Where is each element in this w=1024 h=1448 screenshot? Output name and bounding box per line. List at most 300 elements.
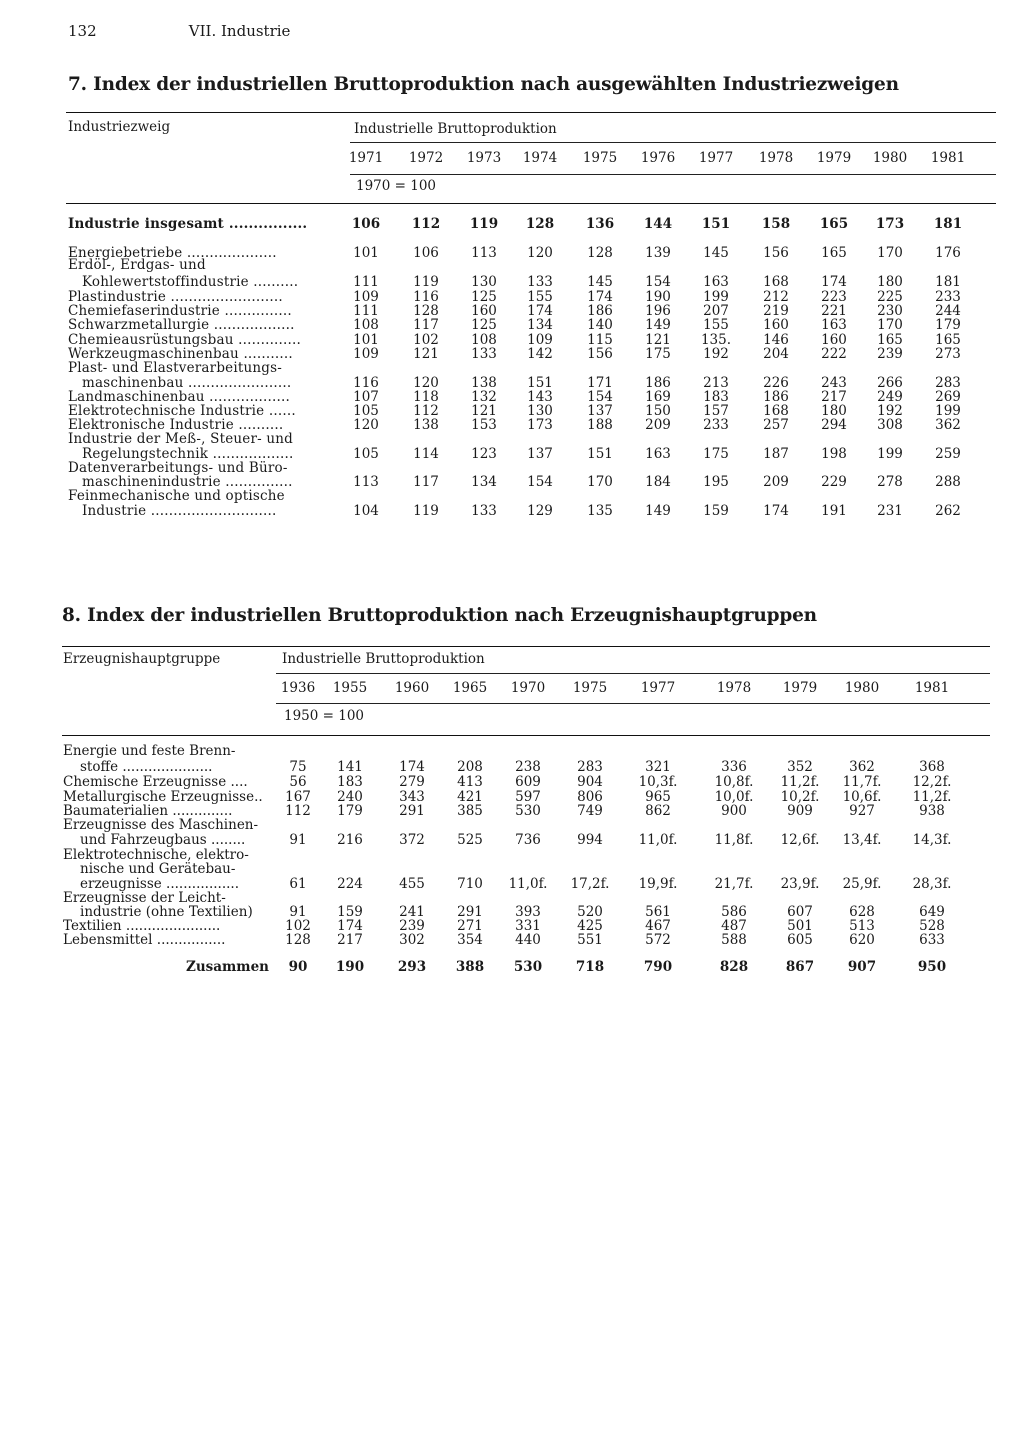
table8-cell: 224 <box>337 876 363 892</box>
table7-cell: 151 <box>527 375 553 391</box>
table7-cell: 106 <box>413 245 439 261</box>
table8-cell: 28,3f. <box>912 876 952 892</box>
table7-cell: 144 <box>643 216 673 232</box>
table7-cell: 233 <box>935 289 961 305</box>
table7-cell: 121 <box>645 332 671 348</box>
table7-cell: 273 <box>935 346 961 362</box>
table7-cell: 165 <box>821 245 847 261</box>
table7-row-label: Industrie ............................ <box>82 503 277 519</box>
table7-cell: 119 <box>469 216 499 232</box>
table7-cell: 101 <box>353 245 379 261</box>
table8-cell: 467 <box>645 918 671 934</box>
table7-cell: 133 <box>471 346 497 362</box>
table8-cell: 291 <box>399 803 425 819</box>
table7-cell: 222 <box>821 346 847 362</box>
table7-year-header: 1976 <box>640 150 676 166</box>
table8-cell: 10,2f. <box>780 789 820 805</box>
table8-cell: 425 <box>577 918 603 934</box>
table7-row-label: Landmaschinenbau .................. <box>68 389 290 405</box>
table8-row-label: Baumaterialien .............. <box>63 803 233 819</box>
table8-cell: 900 <box>721 803 747 819</box>
table7-cell: 192 <box>703 346 729 362</box>
table8-cell: 607 <box>787 904 813 920</box>
table7-cell: 262 <box>935 503 961 519</box>
table8-cell: 12,2f. <box>912 774 952 790</box>
table8-cell: 343 <box>399 789 425 805</box>
table8-cell: 159 <box>337 904 363 920</box>
table7-cell: 233 <box>703 417 729 433</box>
table7-cell: 104 <box>353 503 379 519</box>
table8-cell: 179 <box>337 803 363 819</box>
table7-cell: 212 <box>763 289 789 305</box>
table8-cell: 909 <box>787 803 813 819</box>
table7-cell: 149 <box>645 317 671 333</box>
table7-cell: 183 <box>703 389 729 405</box>
table7-cell: 163 <box>645 446 671 462</box>
table8-cell: 90 <box>288 959 308 975</box>
table7-cell: 135. <box>700 332 732 348</box>
table7-cell: 179 <box>935 317 961 333</box>
table7-cell: 176 <box>935 245 961 261</box>
table8-cell: 907 <box>847 959 877 975</box>
table7-cell: 113 <box>471 245 497 261</box>
table7-cell: 362 <box>935 417 961 433</box>
table7-cell: 173 <box>527 417 553 433</box>
table8-cell: 183 <box>337 774 363 790</box>
table8-year-header: 1977 <box>640 680 676 696</box>
table7-cell: 129 <box>527 503 553 519</box>
table8-cell: 10,3f. <box>638 774 678 790</box>
table7-cell: 192 <box>877 403 903 419</box>
table8-cell: 927 <box>849 803 875 819</box>
table7-cell: 266 <box>877 375 903 391</box>
table7-cell: 111 <box>353 274 379 290</box>
table7-row-label: Chemieausrüstungsbau .............. <box>68 332 302 348</box>
table7-cell: 106 <box>351 216 381 232</box>
table7-cell: 132 <box>471 389 497 405</box>
table7-cell: 154 <box>645 274 671 290</box>
table8-row-label: Erzeugnisse der Leicht- <box>63 890 226 906</box>
table7-cell: 118 <box>413 389 439 405</box>
table7-year-header: 1978 <box>758 150 794 166</box>
table8-year-header: 1965 <box>452 680 488 696</box>
table7-cell: 204 <box>763 346 789 362</box>
table8-cell: 174 <box>337 918 363 934</box>
table7-cell: 114 <box>413 446 439 462</box>
table8-cell: 241 <box>399 904 425 920</box>
table8-cell: 362 <box>849 759 875 775</box>
table7-cell: 140 <box>587 317 613 333</box>
table8-year-header: 1955 <box>332 680 368 696</box>
table7-cell: 128 <box>587 245 613 261</box>
table7-cell: 199 <box>703 289 729 305</box>
table7-cell: 207 <box>703 303 729 319</box>
table8-cell: 806 <box>577 789 603 805</box>
table7-cell: 138 <box>413 417 439 433</box>
table8-cell: 421 <box>457 789 483 805</box>
table8-cell: 19,9f. <box>638 876 678 892</box>
table7-cell: 308 <box>877 417 903 433</box>
table7-cell: 156 <box>763 245 789 261</box>
table7-group-header: Industrielle Bruttoproduktion <box>354 121 557 137</box>
table7-cell: 213 <box>703 375 729 391</box>
table7-cell: 230 <box>877 303 903 319</box>
table7-cell: 180 <box>877 274 903 290</box>
table8-row-label: industrie (ohne Textilien) <box>80 904 253 920</box>
table7-cell: 217 <box>821 389 847 405</box>
table7-cell: 130 <box>527 403 553 419</box>
table8-cell: 141 <box>337 759 363 775</box>
table8-cell: 586 <box>721 904 747 920</box>
table8-base-note: 1950 = 100 <box>284 708 365 724</box>
table8-cell: 75 <box>289 759 307 775</box>
table8-cell: 10,6f. <box>842 789 882 805</box>
table7-stub-header: Industriezweig <box>68 119 171 135</box>
table8-cell: 56 <box>289 774 307 790</box>
table7-cell: 170 <box>877 245 903 261</box>
table8-cell: 25,9f. <box>842 876 882 892</box>
table7-cell: 157 <box>703 403 729 419</box>
table7-cell: 149 <box>645 503 671 519</box>
table7-cell: 165 <box>819 216 849 232</box>
table7-cell: 116 <box>413 289 439 305</box>
table8-cell: 283 <box>577 759 603 775</box>
table8-cell: 10,0f. <box>714 789 754 805</box>
table8-row-label: Metallurgische Erzeugnisse.. <box>63 789 263 805</box>
table7-year-header: 1980 <box>872 150 908 166</box>
table7-cell: 102 <box>413 332 439 348</box>
table7-cell: 109 <box>353 289 379 305</box>
table8-cell: 167 <box>285 789 311 805</box>
table8-year-header: 1960 <box>394 680 430 696</box>
table8-cell: 12,6f. <box>780 832 820 848</box>
table8-cell: 388 <box>455 959 485 975</box>
table8-group-header: Industrielle Bruttoproduktion <box>282 651 485 667</box>
table7-cell: 186 <box>645 375 671 391</box>
table8-row-label: Lebensmittel ................ <box>63 932 226 948</box>
table7-base-note: 1970 = 100 <box>356 178 437 194</box>
table7-cell: 117 <box>413 317 439 333</box>
table8-cell: 291 <box>457 904 483 920</box>
table8-cell: 440 <box>515 932 541 948</box>
table7-cell: 198 <box>821 446 847 462</box>
table7-cell: 154 <box>527 474 553 490</box>
table8-cell: 239 <box>399 918 425 934</box>
table8-cell: 710 <box>457 876 483 892</box>
table7-row-label: Plastindustrie ......................... <box>68 289 283 305</box>
table8-cell: 525 <box>457 832 483 848</box>
table7-row-label: maschinenbau ....................... <box>82 375 292 391</box>
table8-cell: 393 <box>515 904 541 920</box>
table7-cell: 174 <box>527 303 553 319</box>
table7-row-label: maschinenindustrie ............... <box>82 474 293 490</box>
table8-cell: 520 <box>577 904 603 920</box>
table7-cell: 137 <box>527 446 553 462</box>
table7-row-label: Feinmechanische und optische <box>68 488 285 504</box>
table7-cell: 165 <box>877 332 903 348</box>
table7-cell: 186 <box>763 389 789 405</box>
table7-cell: 116 <box>353 375 379 391</box>
table8-cell: 965 <box>645 789 671 805</box>
table7-cell: 125 <box>471 289 497 305</box>
table7-cell: 174 <box>763 503 789 519</box>
table8-cell: 413 <box>457 774 483 790</box>
table7-cell: 107 <box>353 389 379 405</box>
table7-cell: 119 <box>413 274 439 290</box>
table7-cell: 155 <box>703 317 729 333</box>
table7-cell: 288 <box>935 474 961 490</box>
table7-row-label: Chemiefaserindustrie ............... <box>68 303 292 319</box>
table7-cell: 180 <box>821 403 847 419</box>
table7-year-header: 1979 <box>816 150 852 166</box>
table8-cell: 862 <box>645 803 671 819</box>
table8-cell: 21,7f. <box>714 876 754 892</box>
table8-row-label: nische und Gerätebau- <box>80 861 236 877</box>
table8-cell: 217 <box>337 932 363 948</box>
table7-year-header: 1971 <box>348 150 384 166</box>
table8-cell: 950 <box>917 959 947 975</box>
table8-cell: 11,2f. <box>912 789 952 805</box>
table7-cell: 226 <box>763 375 789 391</box>
table7-cell: 221 <box>821 303 847 319</box>
table7-row-label: Kohlewertstoffindustrie .......... <box>82 274 299 290</box>
table7-cell: 168 <box>763 274 789 290</box>
table7-cell: 119 <box>413 503 439 519</box>
table7-row-label: Plast- und Elastverarbeitungs- <box>68 360 283 376</box>
table7-header-bottom-rule <box>66 203 996 204</box>
table7-row-label: Elektronische Industrie .......... <box>68 417 284 433</box>
table8-cell: 620 <box>849 932 875 948</box>
chapter-title: VII. Industrie <box>188 22 291 40</box>
table7-year-header: 1972 <box>408 150 444 166</box>
table7-cell: 269 <box>935 389 961 405</box>
table7-cell: 199 <box>935 403 961 419</box>
table7-cell: 209 <box>645 417 671 433</box>
table8-cell: 11,7f. <box>842 774 882 790</box>
table7-cell: 294 <box>821 417 847 433</box>
table7-cell: 121 <box>413 346 439 362</box>
table8-cell: 271 <box>457 918 483 934</box>
table8-row-label: und Fahrzeugbaus ........ <box>80 832 246 848</box>
table8-cell: 609 <box>515 774 541 790</box>
table8-year-header: 1979 <box>782 680 818 696</box>
table8-cell: 11,0f. <box>508 876 548 892</box>
table7-cell: 249 <box>877 389 903 405</box>
table8-cell: 790 <box>643 959 673 975</box>
table8-cell: 368 <box>919 759 945 775</box>
table8-cell: 238 <box>515 759 541 775</box>
table8-cell: 13,4f. <box>842 832 882 848</box>
table7-row-label: Industrie der Meß-, Steuer- und <box>68 431 294 447</box>
table8-cell: 501 <box>787 918 813 934</box>
table7-cell: 163 <box>821 317 847 333</box>
table7-cell: 223 <box>821 289 847 305</box>
table7-cell: 278 <box>877 474 903 490</box>
table8-cell: 749 <box>577 803 603 819</box>
table7-cell: 181 <box>935 274 961 290</box>
table7-cell: 108 <box>471 332 497 348</box>
table8-cell: 649 <box>919 904 945 920</box>
table7-cell: 134 <box>527 317 553 333</box>
table7-cell: 111 <box>353 303 379 319</box>
table7-cell: 115 <box>587 332 613 348</box>
table7-year-header: 1981 <box>930 150 966 166</box>
table8-cell: 551 <box>577 932 603 948</box>
table7-cell: 239 <box>877 346 903 362</box>
table7-cell: 143 <box>527 389 553 405</box>
table8-year-header: 1936 <box>280 680 316 696</box>
table8-cell: 530 <box>515 803 541 819</box>
table7-cell: 108 <box>353 317 379 333</box>
table7-cell: 170 <box>587 474 613 490</box>
page-number: 132 <box>68 22 97 40</box>
table8-cell: 17,2f. <box>570 876 610 892</box>
table8-cell: 994 <box>577 832 603 848</box>
table7-cell: 155 <box>527 289 553 305</box>
table8-row-label: Energie und feste Brenn- <box>63 743 236 759</box>
table8-cell: 513 <box>849 918 875 934</box>
table7-cell: 231 <box>877 503 903 519</box>
table7-cell: 229 <box>821 474 847 490</box>
table8-cell: 938 <box>919 803 945 819</box>
table7-title: 7. Index der industriellen Bruttoproduktion nach ausgewählten Industriezweigen <box>68 74 899 95</box>
table8-cell: 61 <box>289 876 307 892</box>
table7-year-rule <box>350 174 996 175</box>
table7-cell: 109 <box>353 346 379 362</box>
table7-cell: 190 <box>645 289 671 305</box>
table7-cell: 160 <box>471 303 497 319</box>
table7-cell: 123 <box>471 446 497 462</box>
table8-cell: 11,8f. <box>714 832 754 848</box>
table8-cell: 10,8f. <box>714 774 754 790</box>
table8-cell: 904 <box>577 774 603 790</box>
table7-cell: 156 <box>587 346 613 362</box>
table8-cell: 174 <box>399 759 425 775</box>
table8-row-label: stoffe ..................... <box>80 759 213 775</box>
table7-cell: 181 <box>933 216 963 232</box>
table7-cell: 146 <box>763 332 789 348</box>
table7-cell: 175 <box>645 346 671 362</box>
table7-cell: 135 <box>587 503 613 519</box>
table7-cell: 105 <box>353 446 379 462</box>
table7-cell: 160 <box>821 332 847 348</box>
table7-cell: 130 <box>471 274 497 290</box>
table7-cell: 133 <box>527 274 553 290</box>
table7-cell: 120 <box>527 245 553 261</box>
table7-year-header: 1974 <box>522 150 558 166</box>
table7-cell: 191 <box>821 503 847 519</box>
table7-cell: 244 <box>935 303 961 319</box>
table8-cell: 336 <box>721 759 747 775</box>
table7-cell: 120 <box>353 417 379 433</box>
table7-cell: 188 <box>587 417 613 433</box>
table7-cell: 138 <box>471 375 497 391</box>
table8-cell: 867 <box>785 959 815 975</box>
table8-cell: 91 <box>289 832 307 848</box>
table7-row-label: Erdöl-, Erdgas- und <box>68 257 206 273</box>
table7-cell: 128 <box>413 303 439 319</box>
table7-cell: 169 <box>645 389 671 405</box>
table8-row-label: erzeugnisse ................. <box>80 876 239 892</box>
table7-cell: 137 <box>587 403 613 419</box>
table8-cell: 385 <box>457 803 483 819</box>
table7-cell: 142 <box>527 346 553 362</box>
table7-cell: 154 <box>587 389 613 405</box>
table7-cell: 113 <box>353 474 379 490</box>
table7-row-label: Energiebetriebe .................... <box>68 245 277 261</box>
table8-cell: 736 <box>515 832 541 848</box>
table8-cell: 487 <box>721 918 747 934</box>
table7-cell: 151 <box>701 216 731 232</box>
table7-cell: 225 <box>877 289 903 305</box>
table8-cell: 372 <box>399 832 425 848</box>
table7-cell: 168 <box>763 403 789 419</box>
table7-cell: 133 <box>471 503 497 519</box>
table7-cell: 163 <box>703 274 729 290</box>
table8-cell: 561 <box>645 904 671 920</box>
table7-cell: 165 <box>935 332 961 348</box>
table7-cell: 184 <box>645 474 671 490</box>
table8-row-label: Chemische Erzeugnisse .... <box>63 774 248 790</box>
table7-cell: 101 <box>353 332 379 348</box>
table7-cell: 199 <box>877 446 903 462</box>
table7-cell: 151 <box>587 446 613 462</box>
table7-cell: 153 <box>471 417 497 433</box>
table8-cell: 302 <box>399 932 425 948</box>
table8-year-header: 1970 <box>510 680 546 696</box>
table8-cell: 11,2f. <box>780 774 820 790</box>
table7-cell: 136 <box>585 216 615 232</box>
table8-cell: 128 <box>285 932 311 948</box>
table8-row-label: Erzeugnisse des Maschinen- <box>63 817 259 833</box>
table7-cell: 174 <box>821 274 847 290</box>
table8-cell: 528 <box>919 918 945 934</box>
table8-group-rule <box>276 673 990 674</box>
table8-stub-header: Erzeugnishauptgruppe <box>63 651 221 667</box>
table7-year-header: 1973 <box>466 150 502 166</box>
table8-cell: 354 <box>457 932 483 948</box>
table8-row-label: Elektrotechnische, elektro- <box>63 847 249 863</box>
table7-cell: 112 <box>413 403 439 419</box>
table7-cell: 128 <box>525 216 555 232</box>
table7-row-label: Datenverarbeitungs- und Büro- <box>68 460 288 476</box>
table7-cell: 195 <box>703 474 729 490</box>
table7-cell: 257 <box>763 417 789 433</box>
table7-cell: 186 <box>587 303 613 319</box>
table7-cell: 159 <box>703 503 729 519</box>
table7-row-label: Industrie insgesamt ................ <box>68 216 308 232</box>
table7-cell: 196 <box>645 303 671 319</box>
table8-year-header: 1978 <box>716 680 752 696</box>
table8-cell: 190 <box>335 959 365 975</box>
table7-cell: 283 <box>935 375 961 391</box>
table8-cell: 633 <box>919 932 945 948</box>
table8-cell: 331 <box>515 918 541 934</box>
table7-cell: 120 <box>413 375 439 391</box>
table7-cell: 219 <box>763 303 789 319</box>
table7-cell: 145 <box>587 274 613 290</box>
table8-cell: 597 <box>515 789 541 805</box>
table7-row-label: Regelungstechnik .................. <box>82 446 294 462</box>
table8-cell: 628 <box>849 904 875 920</box>
table8-cell: 240 <box>337 789 363 805</box>
page-header <box>68 22 290 40</box>
table8-cell: 530 <box>513 959 543 975</box>
table7-cell: 158 <box>761 216 791 232</box>
table7-group-rule <box>350 142 996 143</box>
table7-cell: 173 <box>875 216 905 232</box>
table8-cell: 455 <box>399 876 425 892</box>
